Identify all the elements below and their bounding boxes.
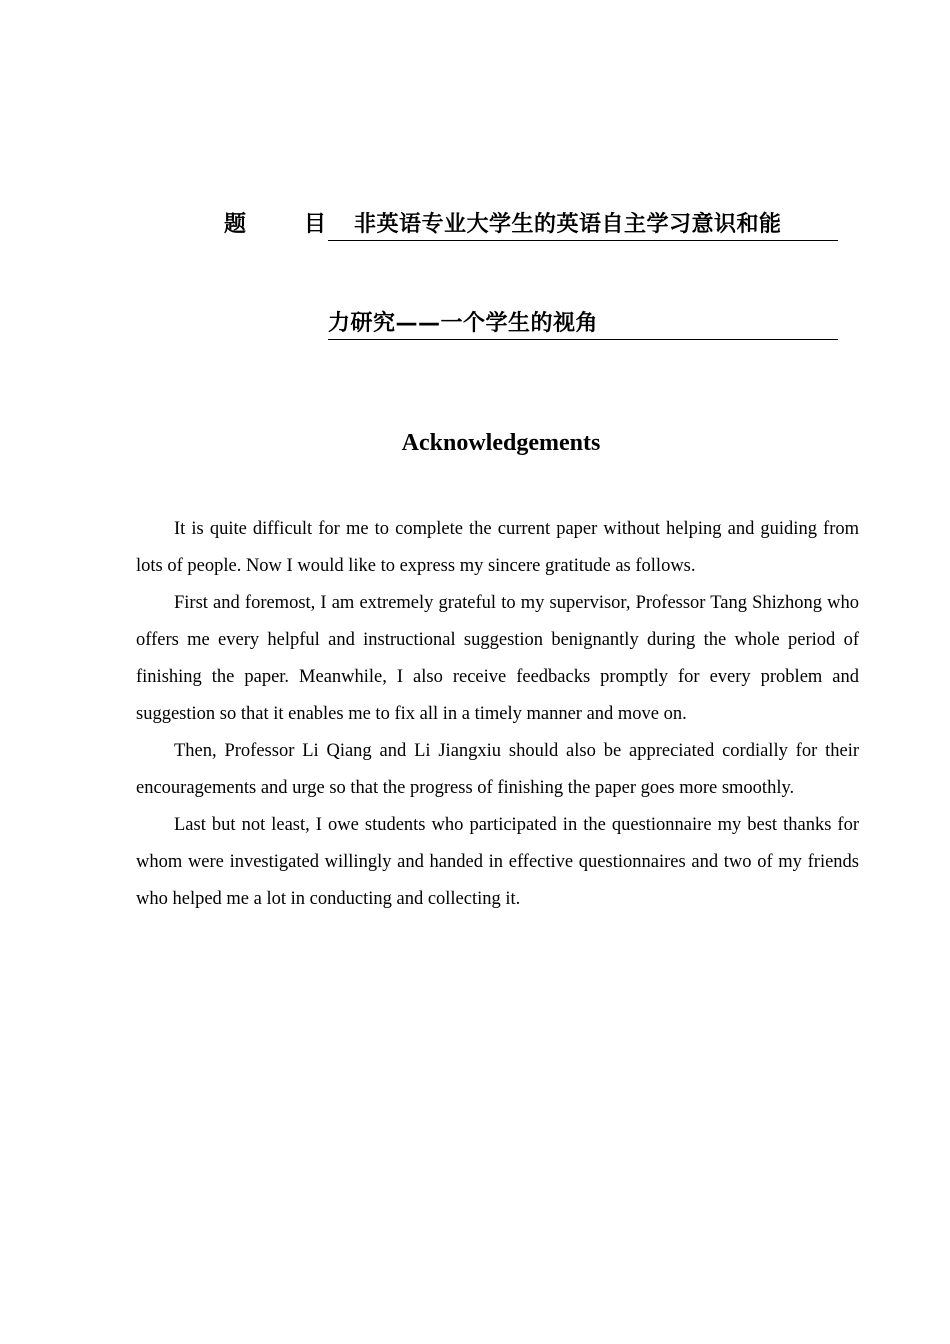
thesis-title-line-1: 非英语专业大学生的英语自主学习意识和能 bbox=[328, 207, 838, 241]
acknowledgements-heading: Acknowledgements bbox=[401, 430, 601, 456]
paragraph: It is quite difficult for me to complete the current paper without helping and guiding from lots of people. Now I would like to express my sincere gratitude as follows. bbox=[136, 519, 859, 576]
paragraph: First and foremost, I am extremely grateful to my supervisor, Professor Tang Shizhong who offers me every helpful and instructional suggestion benignantly during the whole period of finishing the paper. Meanwhile, I also receive feedbacks promptly for every problem and suggestion so that it enables me to fix all in a timely manner and move on. bbox=[136, 593, 859, 724]
acknowledgements-body bbox=[136, 511, 859, 918]
paragraph: Last but not least, I owe students who participated in the questionnaire my best thanks for whom were investigated willingly and handed in effective questionnaires and two of my friends who helped me a lot in conducting and collecting it. bbox=[136, 815, 859, 909]
thesis-title-line-2: 力研究——一个学生的视角 bbox=[328, 306, 838, 340]
title-label-char-2: 目 bbox=[304, 212, 327, 237]
paragraph: Then, Professor Li Qiang and Li Jiangxiu should also be appreciated cordially for their encouragements and urge so that the progress of finishing the paper goes more smoothly. bbox=[136, 741, 859, 798]
title-label-char-1: 题 bbox=[224, 212, 247, 237]
